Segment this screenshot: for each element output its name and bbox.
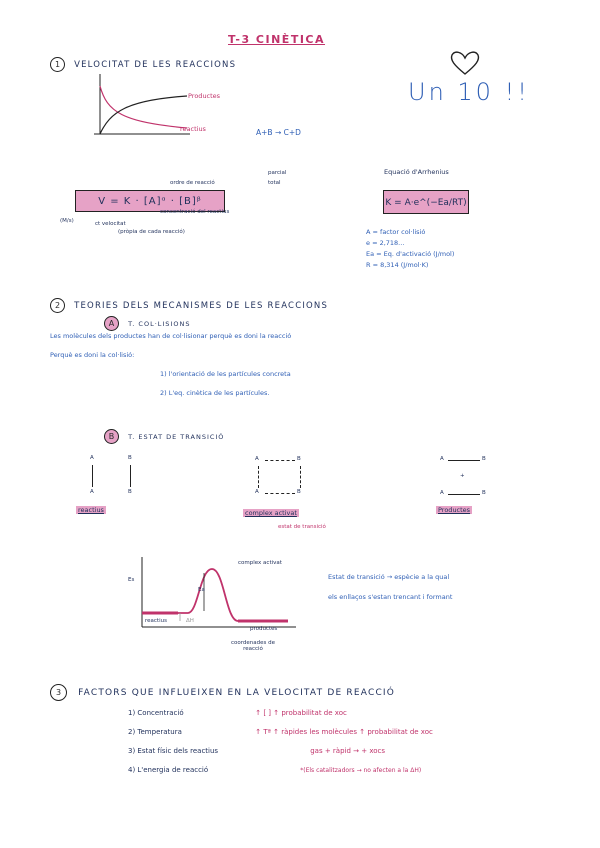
order-label: ordre de reacció: [170, 180, 215, 186]
atom-b-top: B: [297, 456, 301, 462]
rate-constant-label: ct velocitat: [95, 221, 126, 227]
reaction-equation: A+B → C+D: [256, 128, 301, 137]
section-title: VELOCITAT DE LES REACCIONS: [74, 60, 237, 70]
transition-state-explanation-2: els enllaços s'estan trencant i formant: [328, 593, 453, 601]
ea-label: Ea: [198, 587, 205, 593]
factor-desc: *(Els catalitzadors → no afecten a la ΔH): [300, 767, 422, 774]
collision-item-2: 2) L'eq. cinètica de les partícules.: [160, 389, 270, 397]
complex-annotation: complex activat: [238, 560, 282, 566]
units-label: (M/s): [60, 218, 74, 224]
complex-label: complex activat: [245, 509, 297, 517]
arrhenius-title: Equació d'Arrhenius: [384, 168, 449, 176]
products-curve: [100, 96, 187, 134]
atom-b-bottom: B: [297, 489, 301, 495]
graph-label-products: Productes: [188, 92, 221, 100]
energy-axis-label: Es: [128, 577, 135, 583]
factor-name: 3) Estat físic dels reactius: [128, 747, 219, 755]
subsection-title: T. COL·LISIONS: [128, 320, 191, 328]
def-r: R = 8,314 (J/mol·K): [366, 261, 429, 269]
reactants-annotation: reactius: [145, 618, 167, 624]
subsection-letter: B: [104, 429, 119, 444]
rate-law-formula: V = K · [A]ᵅ · [B]ᵝ: [98, 196, 202, 207]
atom-b-bottom: B: [482, 490, 486, 496]
atom-a-top: A: [255, 456, 259, 462]
margin-note: Un 10 !!: [408, 78, 530, 106]
total-label: total: [268, 180, 281, 186]
section-1-heading: [50, 52, 236, 72]
def-ea: Ea = Eq. d'activació (J/mol): [366, 250, 455, 258]
factor-name: 4) L'energia de reacció: [128, 766, 209, 774]
products-diagram: [440, 456, 500, 498]
section-number: 1: [50, 57, 65, 72]
transition-state-label: estat de transició: [278, 524, 326, 530]
activated-complex-diagram: [255, 456, 315, 498]
heart-icon: [448, 50, 482, 76]
atom-a-bottom: A: [440, 490, 444, 496]
atom-a-bottom: A: [255, 489, 259, 495]
factor-desc: ↑ [ ] ↑ probabilitat de xoc: [255, 709, 347, 717]
section-2-heading: [50, 293, 328, 313]
section-title: FACTORS QUE INFLUEIXEN EN LA VELOCITAT DE REACCIÓ: [78, 688, 396, 698]
subsection-title: T. ESTAT DE TRANSICIÓ: [128, 433, 225, 441]
section-3-heading: [50, 680, 395, 701]
section-number: 3: [50, 684, 67, 701]
concentration-graph: [92, 72, 192, 144]
factor-name: 2) Temperatura: [128, 728, 182, 736]
subsection-b-heading: [104, 424, 224, 444]
factor-4: [128, 761, 433, 780]
atom-a-top: A: [90, 455, 94, 461]
factor-1: [128, 704, 433, 723]
reactants-curve: [100, 86, 187, 128]
factor-name: 1) Concentració: [128, 709, 184, 717]
atom-b-top: B: [482, 456, 486, 462]
reaction-coordinate-label: coordenades de reacció: [230, 640, 275, 652]
atom-b-bottom: B: [128, 489, 132, 495]
section-title: TEORIES DELS MECANISMES DE LES REACCIONS: [74, 301, 329, 311]
own-reaction-label: (pròpia de cada reacció): [118, 229, 185, 235]
def-a: A = factor col·lisió: [366, 228, 426, 236]
section-number: 2: [50, 298, 65, 313]
factor-desc: ↑ Tª ↑ ràpides les molècules ↑ probabilitat de xoc: [255, 728, 433, 736]
products-label: Productes: [438, 506, 471, 514]
collision-text-1: Les molècules dels productes han de col·lisionar perquè es doni la reacció: [50, 332, 292, 340]
factor-3: [128, 742, 433, 761]
products-annotation: productes: [250, 626, 278, 632]
arrhenius-formula: K = A·e^(−Ea/RT): [385, 198, 467, 208]
atom-b-top: B: [128, 455, 132, 461]
def-e: e = 2,718...: [366, 239, 405, 247]
collision-text-2: Perquè es doni la col·lisió:: [50, 351, 135, 359]
collision-item-1: 1) l'orientació de les partícules concreta: [160, 370, 291, 378]
factors-list: [128, 704, 433, 780]
arrhenius-box: [383, 190, 469, 214]
reactants-diagram: [80, 455, 150, 505]
partial-label: parcial: [268, 170, 287, 176]
concentration-label: concentració del reactius: [160, 209, 230, 215]
page-title: T-3 CINÈTICA: [228, 33, 326, 46]
arrhenius-definitions: [366, 227, 454, 271]
transition-state-explanation-1: Estat de transició → espècie a la qual: [328, 573, 450, 581]
delta-h-annotation: ΔH: [186, 618, 194, 624]
plus-sign: +: [460, 473, 465, 479]
reactants-label: reactius: [78, 506, 104, 514]
factor-2: [128, 723, 433, 742]
factor-desc: gas + ràpid → + xocs: [310, 747, 386, 755]
subsection-letter: A: [104, 316, 119, 331]
subsection-a-heading: [104, 311, 190, 331]
atom-a-bottom: A: [90, 489, 94, 495]
graph-label-reactants: reactius: [180, 125, 206, 133]
atom-a-top: A: [440, 456, 444, 462]
